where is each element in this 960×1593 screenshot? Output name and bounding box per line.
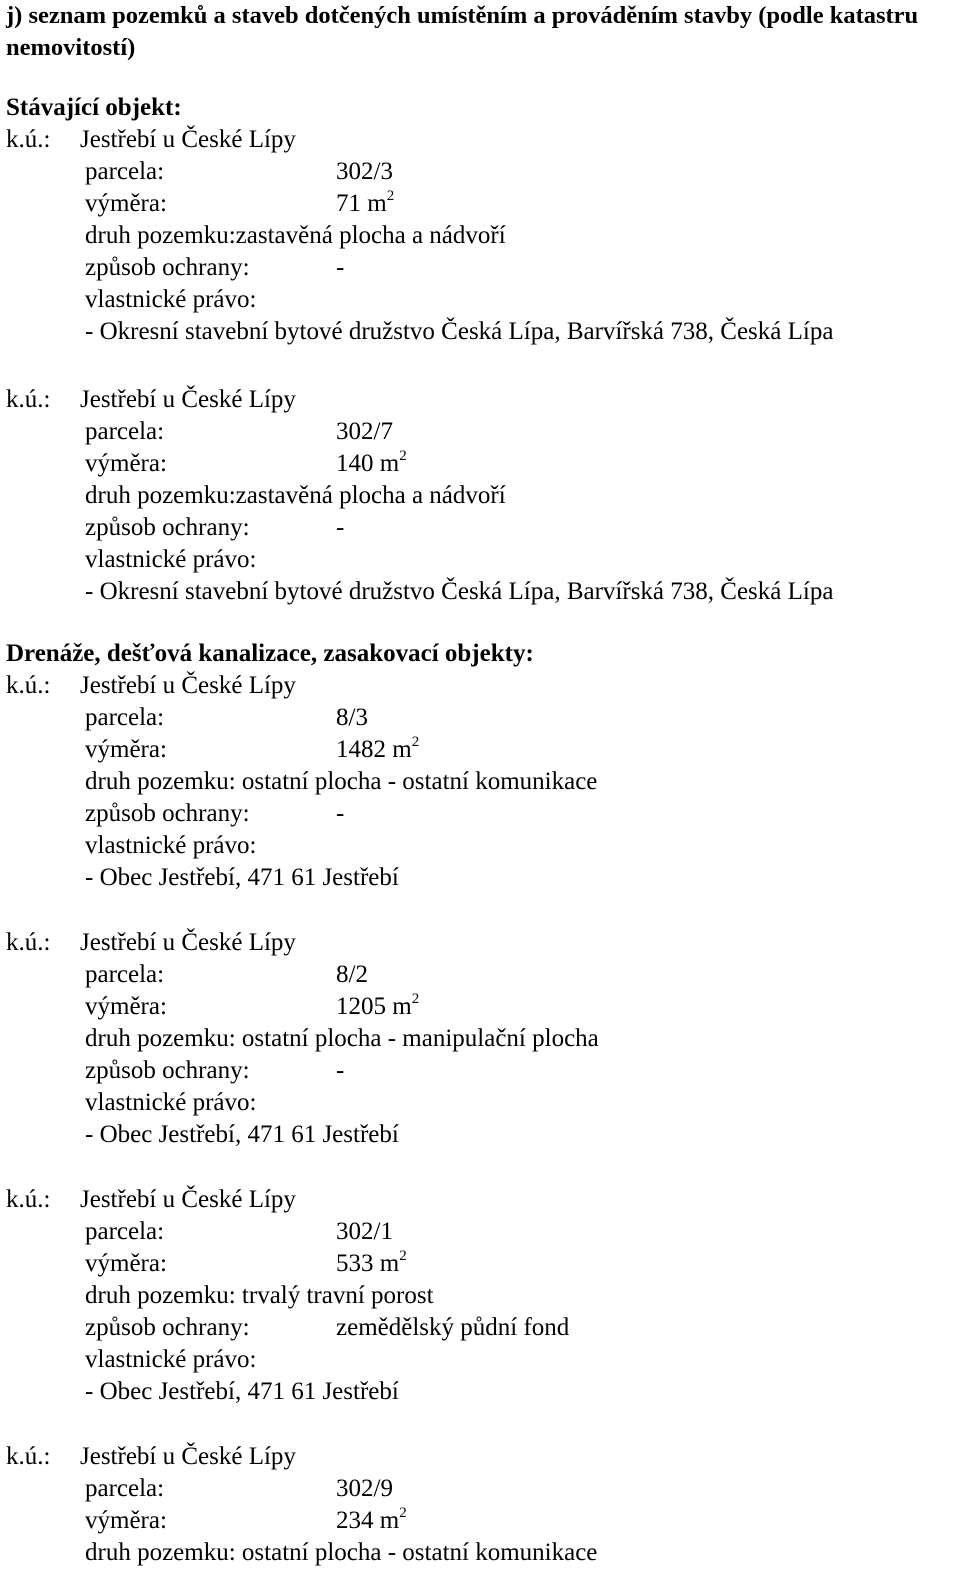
vymera-value: 71 $m^2$	[336, 187, 395, 217]
parcela-value: 302/3	[336, 158, 393, 185]
ku-label: k.ú.:	[6, 672, 51, 699]
vymera-label: výměra:	[85, 736, 167, 763]
ochrana-label: způsob ochrany:	[85, 1314, 250, 1341]
parcela-label: parcela:	[85, 1475, 165, 1502]
vymera-label: výměra:	[85, 1250, 167, 1277]
section-title-drainage: Drenáže, dešťová kanalizace, zasakovací objekty:	[6, 640, 534, 667]
vymera-value: 234 $m^2$	[336, 1504, 407, 1534]
owner-value: - Obec Jestřebí, 471 61 Jestřebí	[85, 1378, 399, 1405]
druh-row: druh pozemku: ostatní plocha - manipulační plocha	[85, 1025, 599, 1052]
ku-value: Jestřebí u České Lípy	[80, 386, 296, 413]
parcela-label: parcela:	[85, 158, 165, 185]
ku-label: k.ú.:	[6, 1186, 51, 1213]
parcela-label: parcela:	[85, 418, 165, 445]
ku-value: Jestřebí u České Lípy	[80, 1186, 296, 1213]
ochrana-value: -	[336, 254, 345, 281]
vymera-value: 1205 $m^2$	[336, 990, 420, 1020]
pravo-label: vlastnické právo:	[85, 286, 257, 313]
parcela-label: parcela:	[85, 704, 165, 731]
parcela-label: parcela:	[85, 1218, 165, 1245]
ochrana-value: -	[336, 1057, 345, 1084]
document-heading: j) seznam pozemků a staveb dotčených umístěním a prováděním stavby (podle katastru nemovitostí)	[6, 2, 919, 61]
ku-value: Jestřebí u České Lípy	[80, 672, 296, 699]
parcela-value: 8/3	[336, 704, 368, 731]
ochrana-label: způsob ochrany:	[85, 254, 250, 281]
ku-label: k.ú.:	[6, 929, 51, 956]
vymera-value: 140 $m^2$	[336, 447, 407, 477]
owner-value: - Okresní stavební bytové družstvo Česká Lípa, Barvířská 738, Česká Lípa	[85, 318, 834, 345]
owner-value: - Obec Jestřebí, 471 61 Jestřebí	[85, 1121, 399, 1148]
druh-row: druh pozemku:zastavěná plocha a nádvoří	[85, 222, 506, 249]
ku-value: Jestřebí u České Lípy	[80, 1443, 296, 1470]
druh-row: druh pozemku: ostatní plocha - ostatní komunikace	[85, 768, 598, 795]
pravo-label: vlastnické právo:	[85, 546, 257, 573]
owner-value: - Okresní stavební bytové družstvo Česká Lípa, Barvířská 738, Česká Lípa	[85, 578, 834, 605]
vymera-value: 1482 $m^2$	[336, 733, 420, 763]
ku-label: k.ú.:	[6, 126, 51, 153]
vymera-label: výměra:	[85, 190, 167, 217]
pravo-label: vlastnické právo:	[85, 1346, 257, 1373]
ochrana-label: způsob ochrany:	[85, 514, 250, 541]
ku-label: k.ú.:	[6, 1443, 51, 1470]
vymera-label: výměra:	[85, 993, 167, 1020]
vymera-label: výměra:	[85, 1507, 167, 1534]
vymera-label: výměra:	[85, 450, 167, 477]
druh-row: druh pozemku:zastavěná plocha a nádvoří	[85, 482, 506, 509]
parcela-value: 302/9	[336, 1475, 393, 1502]
parcela-label: parcela:	[85, 961, 165, 988]
ochrana-value: -	[336, 800, 345, 827]
pravo-label: vlastnické právo:	[85, 1089, 257, 1116]
druh-row: druh pozemku: ostatní plocha - ostatní komunikace	[85, 1539, 598, 1566]
ku-label: k.ú.:	[6, 386, 51, 413]
pravo-label: vlastnické právo:	[85, 832, 257, 859]
ochrana-label: způsob ochrany:	[85, 1057, 250, 1084]
parcela-value: 302/1	[336, 1218, 393, 1245]
ku-value: Jestřebí u České Lípy	[80, 126, 296, 153]
ochrana-value: -	[336, 514, 345, 541]
section-title-existing: Stávající objekt:	[6, 94, 182, 121]
vymera-value: 533 $m^2$	[336, 1247, 407, 1277]
druh-row: druh pozemku: trvalý travní porost	[85, 1282, 434, 1309]
ochrana-label: způsob ochrany:	[85, 800, 250, 827]
owner-value: - Obec Jestřebí, 471 61 Jestřebí	[85, 864, 399, 891]
parcela-value: 8/2	[336, 961, 368, 988]
ochrana-value: zemědělský půdní fond	[336, 1314, 570, 1341]
parcela-value: 302/7	[336, 418, 393, 445]
ku-value: Jestřebí u České Lípy	[80, 929, 296, 956]
